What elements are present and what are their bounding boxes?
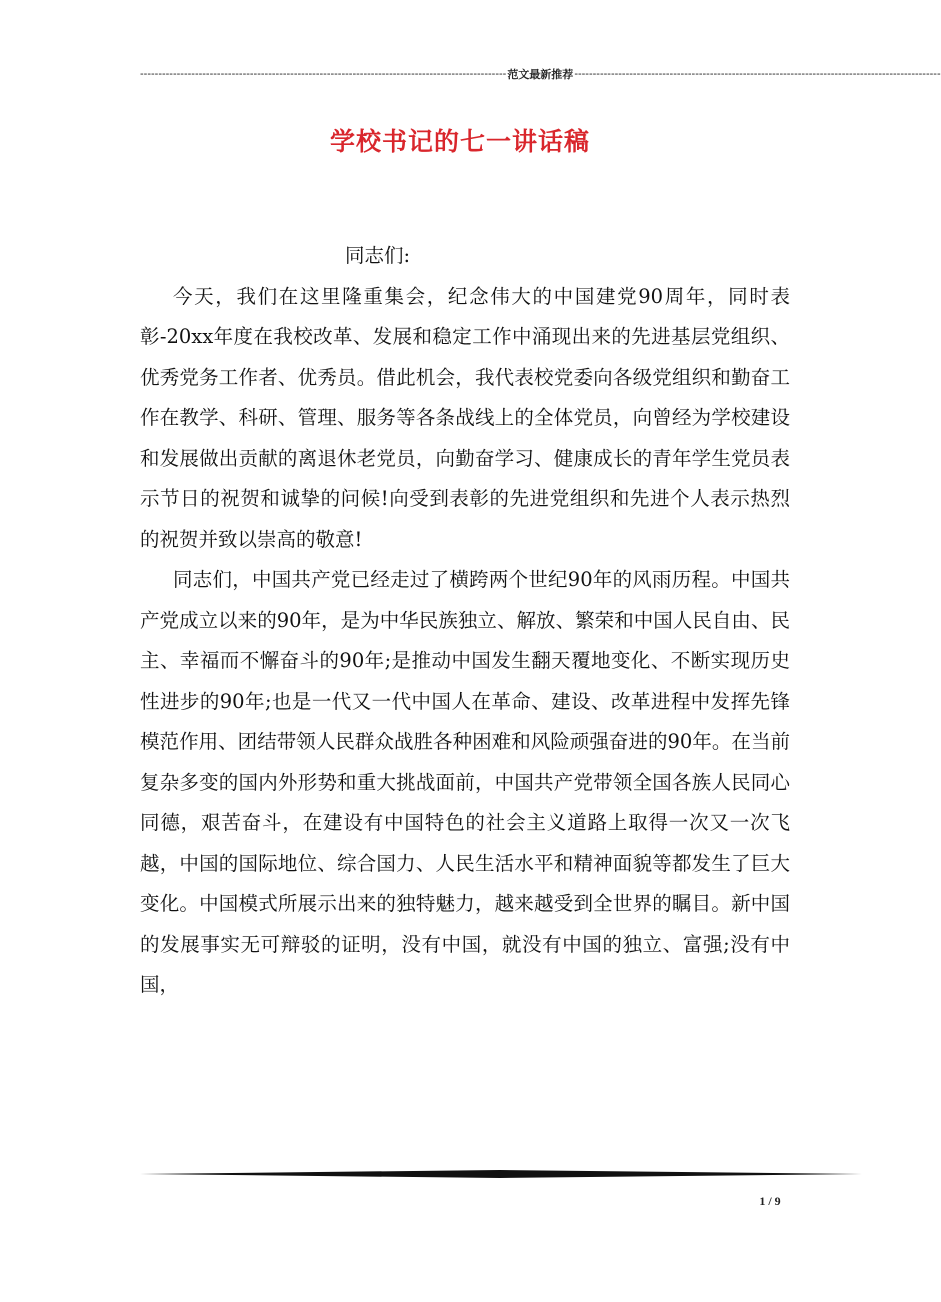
document-body (140, 236, 790, 1006)
footer-rule (140, 1168, 862, 1180)
page-number: 1 / 9 (759, 1194, 781, 1208)
header-label: 范文最新推荐 (507, 69, 574, 81)
header-dashes-left: ---------------------------------------------------------------------------------------------------- (140, 68, 507, 80)
header-dashes-right: ---------------------------------------------------------------------------------------------------- (574, 68, 941, 80)
document-title: 学校书记的七一讲话稿 (329, 127, 590, 156)
greeting: 同志们: (345, 244, 411, 267)
page-header (140, 66, 941, 82)
paragraph-1: 今天，我们在这里隆重集会，纪念伟大的中国建党90周年，同时表彰-20xx年度在我校改革、发展和稳定工作中涌现出来的先进基层党组织、优秀党务工作者、优秀员。借此机会，我代表校党委向各级党组织和勤奋工作在教学、科研、管理、服务等各条战线上的全体党员，向曾经为学校建设和发展做出贡献的离退休老党员，向勤奋学习、健康成长的青年学生党员表示节日的祝贺和诚挚的问候!向受到表彰的先进党组织和先进个人表示热烈的祝贺并致以崇高的敬意! (140, 284, 790, 551)
paragraph-2: 同志们，中国共产党已经走过了横跨两个世纪90年的风雨历程。中国共产党成立以来的90年，是为中华民族独立、解放、繁荣和中国人民自由、民主、幸福而不懈奋斗的90年;是推动中国发生翻天覆地变化、不断实现历史性进步的90年;也是一代又一代中国人在革命、建设、改革进程中发挥先锋模范作用、团结带领人民群众战胜各种困难和风险顽强奋进的90年。在当前复杂多变的国内外形势和重大挑战面前，中国共产党带领全国各族人民同心同德，艰苦奋斗，在建设有中国特色的社会主义道路上取得一次又一次飞越，中国的国际地位、综合国力、人民生活水平和精神面貌等都发生了巨大变化。中国模式所展示出来的独特魅力，越来越受到全世界的瞩目。新中国的发展事实无可辩驳的证明，没有中国，就没有中国的独立、富强;没有中国， (140, 568, 790, 996)
